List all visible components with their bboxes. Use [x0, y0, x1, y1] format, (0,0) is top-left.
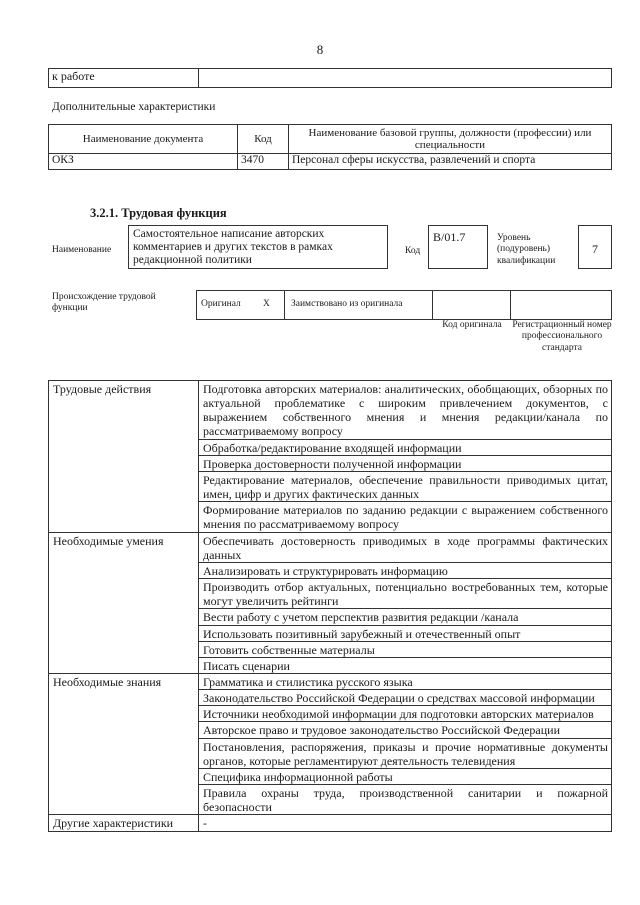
section-item: Формирование материалов по заданию редакции с выражением собственного мнения по рассматриваемому вопросу: [199, 502, 612, 532]
okz-cell-code: 3470: [238, 154, 289, 170]
table-row: [49, 673, 612, 689]
origin-divider-mid: [284, 291, 285, 319]
section-title: 3.2.1. Трудовая функция: [90, 206, 227, 220]
origin-code-caption: Код оригинала: [442, 320, 502, 330]
function-name-value: Самостоятельное написание авторских комментариев и других текстов в рамках редакционной политики: [128, 225, 388, 269]
origin-divider-code: [432, 291, 433, 319]
section-item: Проверка достоверности полученной информации: [199, 455, 612, 471]
section-item: Авторское право и трудовое законодательство Российской Федерации: [199, 722, 612, 738]
section-item: Законодательство Российской Федерации о средствах массовой информации: [199, 690, 612, 706]
okz-header-doc: Наименование документа: [49, 125, 238, 154]
top-table-left-cell: к работе: [49, 69, 199, 88]
okz-table: [48, 124, 612, 170]
section-item: Готовить собственные материалы: [199, 641, 612, 657]
section-item: Правила охраны труда, производственной санитарии и пожарной безопасности: [199, 785, 612, 815]
competency-table: [48, 380, 612, 832]
section-item: Подготовка авторских материалов: аналитических, обобщающих, обзорных по актуальной проблематике с широким привлечением документов, с выражением собственного мнения и мнения редакции/канала по рассматриваемому вопросу: [199, 381, 612, 440]
top-table: [48, 68, 612, 88]
section-item: Анализировать и структурировать информацию: [199, 562, 612, 578]
extra-characteristics-label: Дополнительные характеристики: [52, 101, 216, 113]
origin-original-mark: Х: [263, 299, 270, 309]
origin-borrowed-label: Заимствовано из оригинала: [291, 299, 403, 309]
section-heading: Необходимые умения: [49, 532, 199, 673]
function-code-label: Код: [405, 246, 421, 256]
section-item: Обработка/редактирование входящей информации: [199, 439, 612, 455]
function-level-value: 7: [578, 225, 612, 269]
section-item: Вести работу с учетом перспектив развития редакции /канала: [199, 609, 612, 625]
table-row: [49, 381, 612, 440]
origin-divider-reg: [510, 291, 511, 319]
section-item: Грамматика и стилистика русского языка: [199, 673, 612, 689]
section-item: Источники необходимой информации для подготовки авторских материалов: [199, 706, 612, 722]
section-item: Редактирование материалов, обеспечение правильности приводимых цитат, имен, цифр и других фактических данных: [199, 471, 612, 501]
section-item: Писать сценарии: [199, 657, 612, 673]
page-number: 8: [316, 42, 324, 57]
section-item: Производить отбор актуальных, потенциально востребованных тем, которые могут увеличить рейтинги: [199, 579, 612, 609]
section-heading: Другие характеристики: [49, 815, 199, 831]
section-item: Постановления, распоряжения, приказы и прочие нормативные документы органов, которые регламентируют деятельность телевидения: [199, 738, 612, 768]
section-item: -: [199, 815, 612, 831]
okz-cell-doc: ОКЗ: [49, 154, 238, 170]
function-code-value: В/01.7: [428, 225, 488, 269]
origin-original-label: Оригинал: [201, 299, 241, 309]
section-item: Использовать позитивный зарубежный и отечественный опыт: [199, 625, 612, 641]
section-heading: Трудовые действия: [49, 381, 199, 533]
function-level-label: Уровень (подуровень) квалификации: [497, 233, 556, 266]
table-row: [49, 815, 612, 831]
okz-cell-group: Персонал сферы искусства, развлечений и спорта: [289, 154, 612, 170]
origin-divider-left: [196, 291, 197, 319]
section-heading: Необходимые знания: [49, 673, 199, 814]
okz-header-group: Наименование базовой группы, должности (профессии) или специальности: [289, 125, 612, 154]
section-item: Специфика информационной работы: [199, 768, 612, 784]
okz-header-code: Код: [238, 125, 289, 154]
origin-box: [196, 290, 612, 320]
origin-reg-caption: Регистрационный номер профессионального стандарта: [512, 320, 612, 353]
origin-divider-right: [611, 291, 612, 319]
top-table-right-cell: [199, 69, 612, 88]
function-name-label: Наименование: [52, 245, 112, 255]
origin-label: Происхождение трудовой функции: [52, 292, 156, 314]
table-row: [49, 532, 612, 562]
section-item: Обеспечивать достоверность приводимых в ходе программы фактических данных: [199, 532, 612, 562]
